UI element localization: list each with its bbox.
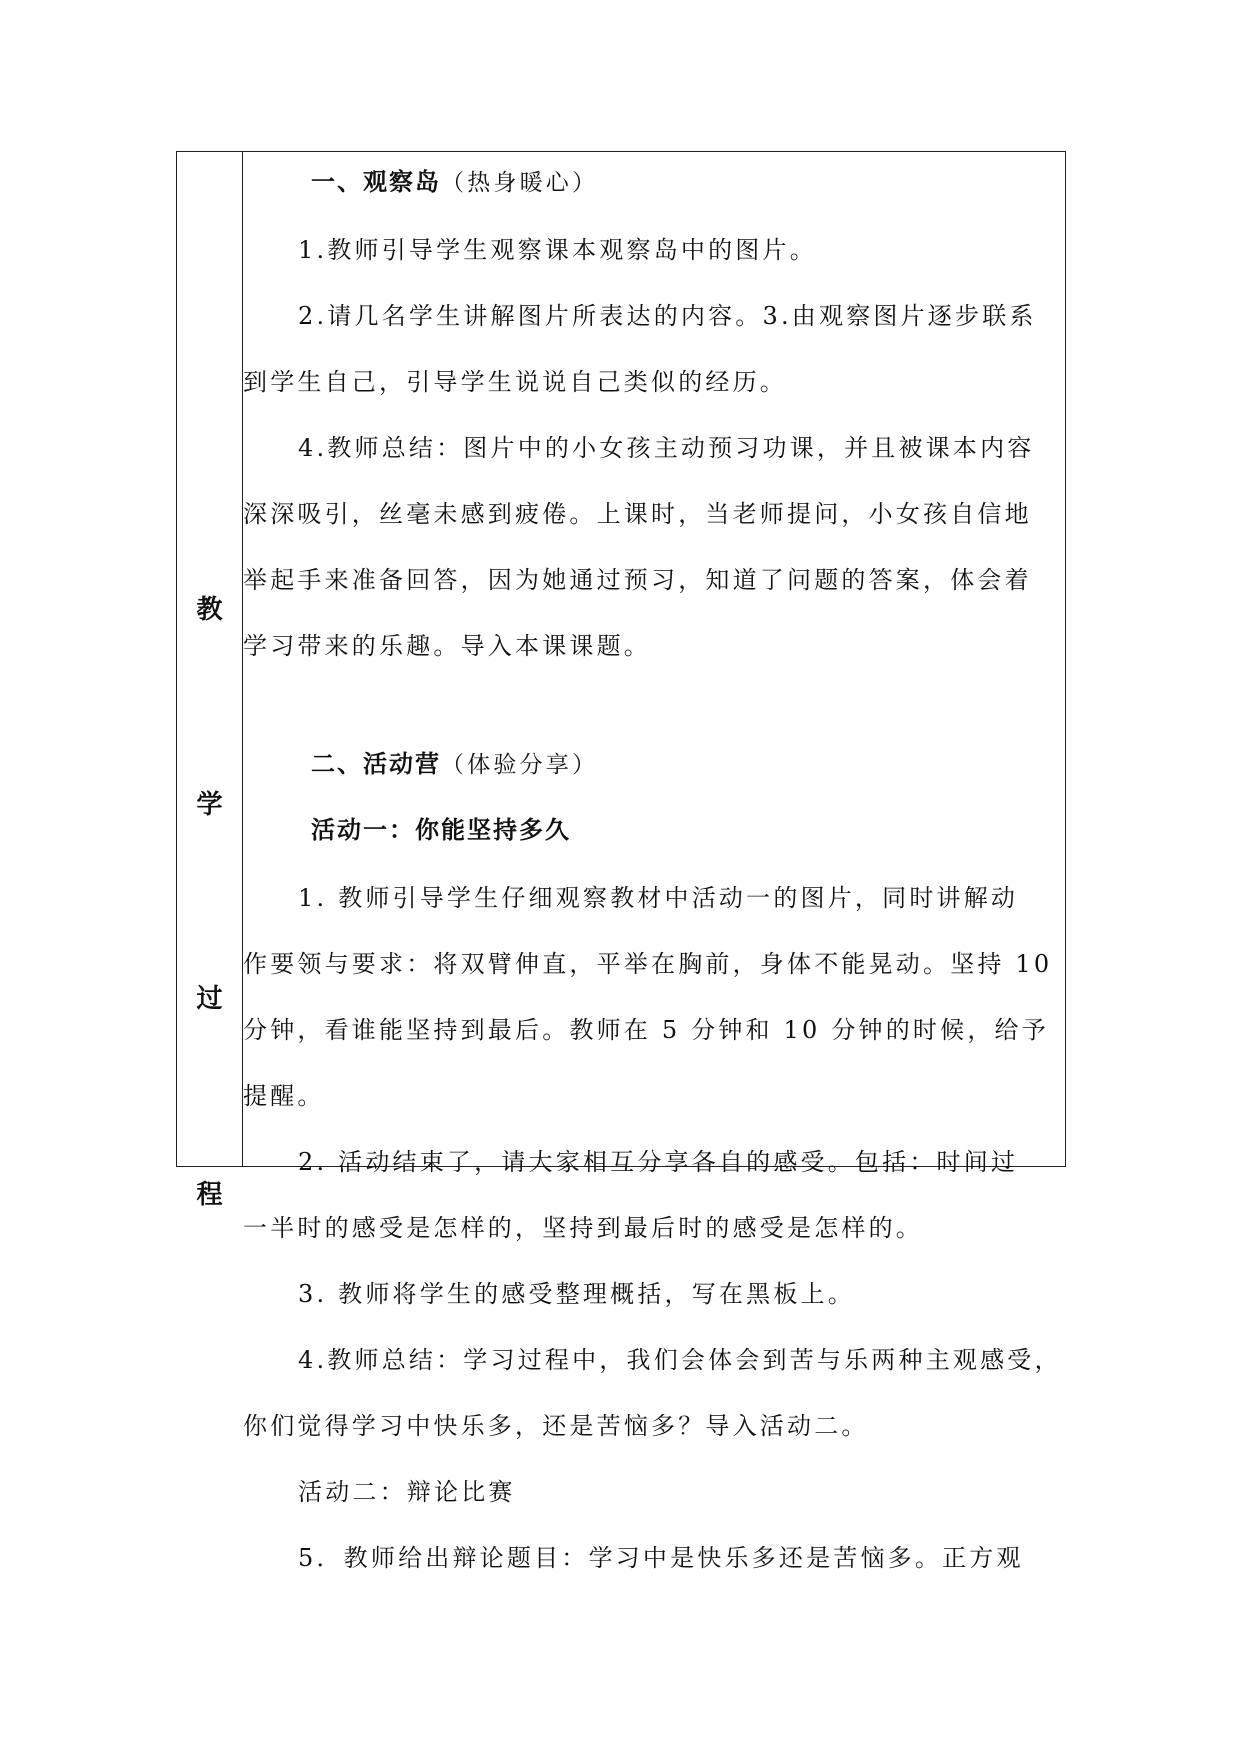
section-note: （热身暖心）	[441, 170, 599, 196]
paragraph-line: 学习带来的乐趣。导入本课课题。	[243, 632, 651, 660]
section-note: （体验分享）	[441, 752, 599, 778]
row-label-char: 教	[196, 595, 223, 625]
content-cell	[243, 152, 1065, 1572]
lesson-process-table	[176, 151, 1066, 1572]
paragraph-line: 1.教师引导学生观察课本观察岛中的图片。	[298, 236, 817, 264]
paragraph-line: 提醒。	[243, 1082, 325, 1110]
paragraph-line: 5．教师给出辩论题目：学习中是快乐多还是苦恼多。正方观	[298, 1544, 1024, 1572]
paragraph-line: 举起手来准备回答，因为她通过预习，知道了问题的答案，体会着	[243, 566, 1032, 594]
paragraph-line: 你们觉得学习中快乐多，还是苦恼多？导入活动二。	[243, 1412, 869, 1440]
activity-title: 活动一：你能坚持多久	[311, 816, 571, 844]
activity-title: 活动二：辩论比赛	[298, 1478, 516, 1506]
paragraph-line: 1. 教师引导学生仔细观察教材中活动一的图片，同时讲解动	[298, 884, 1019, 912]
row-label-cell	[177, 152, 243, 1210]
paragraph-line: 一半时的感受是怎样的，坚持到最后时的感受是怎样的。	[243, 1214, 923, 1242]
paragraph-line: 作要领与要求：将双臂伸直，平举在胸前，身体不能晃动。坚持 10	[243, 950, 1053, 978]
paragraph-line: 4.教师总结：图片中的小女孩主动预习功课，并且被课本内容	[298, 434, 1035, 462]
paragraph-line: 3. 教师将学生的感受整理概括，写在黑板上。	[298, 1280, 855, 1308]
row-label-char: 程	[196, 1180, 223, 1210]
section-title: 二、活动营	[311, 750, 441, 778]
section-heading	[243, 748, 598, 781]
paragraph-line: 2. 活动结束了，请大家相互分享各自的感受。包括：时间过	[298, 1148, 1019, 1176]
paragraph-line: 分钟，看谁能坚持到最后。教师在 5 分钟和 10 分钟的时候，给予	[243, 1016, 1049, 1044]
paragraph-line: 2.请几名学生讲解图片所表达的内容。3.由观察图片逐步联系	[298, 302, 1037, 330]
paragraph-line: 深深吸引，丝毫未感到疲倦。上课时，当老师提问，小女孩自信地	[243, 500, 1032, 528]
paragraph-line: 到学生自己，引导学生说说自己类似的经历。	[243, 368, 787, 396]
section-heading	[243, 166, 598, 199]
row-label-char: 学	[196, 790, 223, 820]
paragraph-line: 4.教师总结：学习过程中，我们会体会到苦与乐两种主观感受，	[298, 1346, 1062, 1374]
section-title: 一、观察岛	[311, 168, 441, 196]
row-label-char: 过	[196, 984, 223, 1014]
